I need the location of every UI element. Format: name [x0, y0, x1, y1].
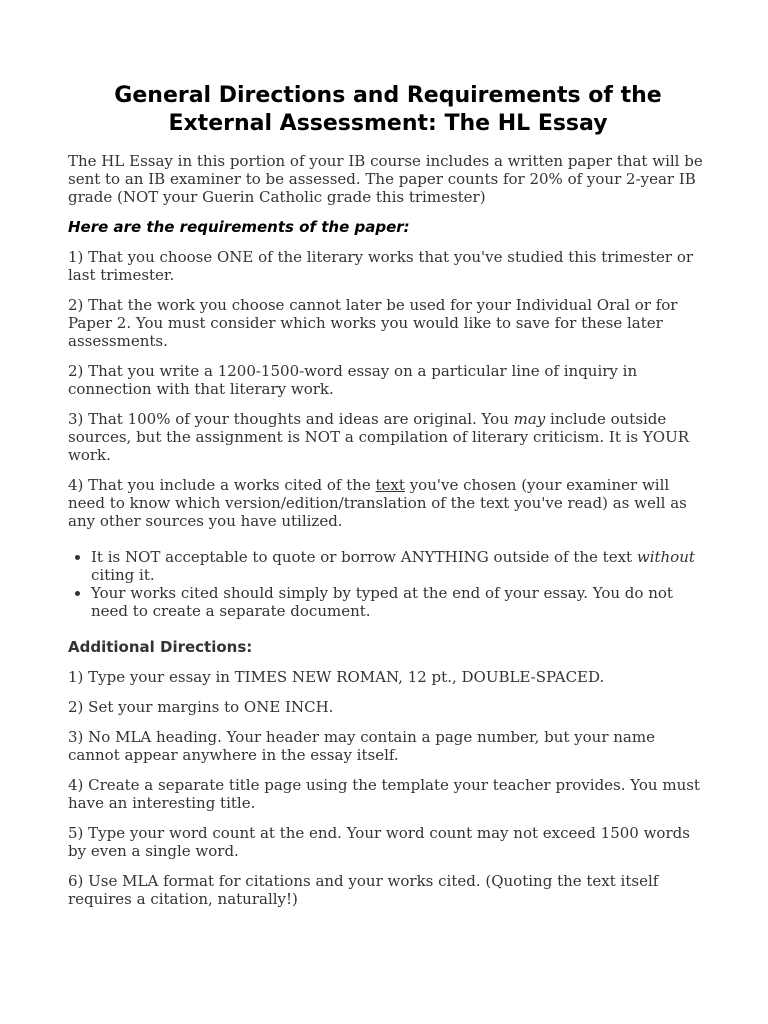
requirement-3-text-a: 3) That 100% of your thoughts and ideas are original. You	[68, 410, 514, 428]
requirement-3	[68, 410, 708, 464]
bullet-item-2: • Your works cited should simply by typed at the end of your essay. You do not need to create a separate document.	[91, 584, 708, 620]
requirement-4	[68, 476, 708, 530]
requirement-1: 1) That you choose ONE of the literary works that you've studied this trimester or last trimester.	[68, 248, 694, 284]
requirement-2a: 2) That the work you choose cannot later be used for your Individual Oral or for Paper 2. You must consider which works you would like to save for these later assessments.	[68, 296, 678, 350]
intro-paragraph: The HL Essay in this portion of your IB course includes a written paper that will be sent to an IB examiner to be assessed. The paper counts for 20% of your 2-year IB grade (NOT your Guerin Catholic grade this trimester)	[68, 152, 703, 206]
requirement-4-text-a: 4) That you include a works cited of the	[68, 476, 376, 494]
requirement-3-emphasis: may	[513, 410, 546, 428]
requirements-heading: Here are the requirements of the paper:	[68, 218, 410, 236]
requirement-3-text-b: include outside sources, but the assignment is NOT a compilation of literary criticism. It is YOUR work.	[68, 410, 690, 464]
document-title	[68, 82, 708, 138]
additional-directions-heading: Additional Directions:	[68, 638, 253, 656]
direction-5: 5) Type your word count at the end. Your word count may not exceed 1500 words by even a single word.	[68, 824, 690, 860]
title-line-1: General Directions and Requirements of the	[114, 83, 662, 108]
requirement-4-underline: text	[375, 476, 405, 494]
direction-3: 3) No MLA heading. Your header may contain a page number, but your name cannot appear anywhere in the essay itself.	[68, 728, 655, 764]
direction-6: 6) Use MLA format for citations and your works cited. (Quoting the text itself requires a citation, naturally!)	[68, 872, 659, 908]
bullet-item-1	[91, 548, 708, 584]
requirement-2b: 2) That you write a 1200-1500-word essay on a particular line of inquiry in connection with that literary work.	[68, 362, 638, 398]
direction-2: 2) Set your margins to ONE INCH.	[68, 698, 334, 716]
requirement-4-text-b: you've chosen (your examiner will need to know which version/edition/translation of the text you've read) as well as any other sources you have utilized.	[68, 476, 687, 530]
title-line-2: External Assessment: The HL Essay	[168, 111, 608, 136]
bullet-1-emphasis: without	[636, 548, 695, 566]
bullet-1-text-b: citing it.	[91, 566, 155, 584]
direction-1: 1) Type your essay in TIMES NEW ROMAN, 12 pt., DOUBLE-SPACED.	[68, 668, 605, 686]
direction-4: 4) Create a separate title page using the template your teacher provides. You must have an interesting title.	[68, 776, 700, 812]
requirements-bullet-list	[68, 548, 708, 620]
bullet-1-text-a: It is NOT acceptable to quote or borrow ANYTHING outside of the text	[91, 548, 637, 566]
